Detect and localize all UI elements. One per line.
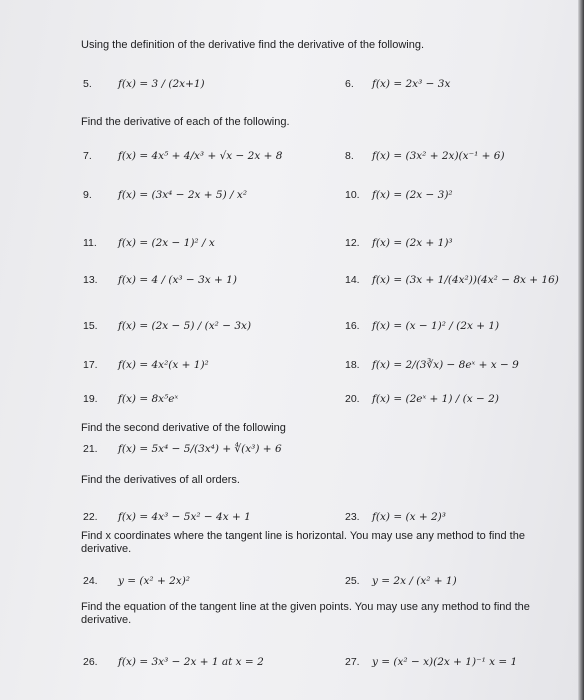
problem-number: 14.	[345, 274, 360, 286]
math-expression: f(x) = (2x − 3)²	[372, 189, 453, 201]
instruction-second: Find the second derivative of the following	[81, 422, 286, 434]
instruction-all-orders: Find the derivatives of all orders.	[81, 474, 240, 486]
problem-number: 7.	[83, 150, 92, 162]
math-expression: f(x) = 4x³ − 5x² − 4x + 1	[118, 511, 251, 523]
math-expression: f(x) = (2eˣ + 1) / (x − 2)	[372, 393, 499, 405]
page-edge-shadow	[578, 0, 584, 700]
math-expression: f(x) = 2x³ − 3x	[372, 78, 451, 90]
math-expression: f(x) = 8x⁵eˣ	[118, 393, 179, 405]
problem-number: 23.	[345, 511, 360, 523]
problem-number: 15.	[83, 320, 98, 332]
math-expression: f(x) = 3 / (2x+1)	[118, 78, 205, 90]
math-expression: f(x) = (3x⁴ − 2x + 5) / x²	[118, 189, 248, 201]
problem-number: 5.	[83, 78, 92, 90]
problem-number: 21.	[83, 443, 98, 455]
math-expression: y = (x² − x)(2x + 1)⁻¹ x = 1	[372, 656, 518, 668]
instruction-each: Find the derivative of each of the following.	[81, 116, 290, 128]
problem-number: 20.	[345, 393, 360, 405]
math-expression: y = 2x / (x² + 1)	[372, 575, 457, 587]
problem-number: 27.	[345, 656, 360, 668]
instruction-horizontal-tangent: Find x coordinates where the tangent line is horizontal. You may use any method to find the derivative.	[81, 530, 525, 555]
math-expression: f(x) = (x − 1)² / (2x + 1)	[372, 320, 500, 332]
math-expression: f(x) = 4x⁵ + 4/x³ + √x − 2x + 8	[118, 150, 283, 162]
problem-number: 9.	[83, 189, 92, 201]
instruction-tangent-line: Find the equation of the tangent line at the given points. You may use any method to find the derivative.	[81, 601, 530, 626]
problem-number: 26.	[83, 656, 98, 668]
problem-number: 16.	[345, 320, 360, 332]
problem-number: 8.	[345, 150, 354, 162]
math-expression: f(x) = 2/(3∛x) − 8eˣ + x − 9	[372, 359, 519, 371]
problem-number: 17.	[83, 359, 98, 371]
math-expression: f(x) = (2x − 5) / (x² − 3x)	[118, 320, 252, 332]
instruction-definition: Using the definition of the derivative find the derivative of the following.	[81, 39, 425, 51]
math-expression: f(x) = (2x − 1)² / x	[118, 237, 215, 249]
problem-number: 11.	[83, 237, 97, 249]
problem-number: 19.	[83, 393, 98, 405]
problem-number: 12.	[345, 237, 360, 249]
problem-number: 13.	[83, 274, 98, 286]
problem-number: 18.	[345, 359, 360, 371]
problem-number: 6.	[345, 78, 354, 90]
problem-number: 24.	[83, 575, 98, 587]
math-expression: f(x) = (3x² + 2x)(x⁻¹ + 6)	[372, 150, 505, 162]
math-expression: y = (x² + 2x)²	[118, 575, 191, 587]
math-expression: f(x) = (x + 2)³	[372, 511, 446, 523]
math-expression: f(x) = 5x⁴ − 5/(3x⁴) + ∜(x³) + 6	[118, 443, 282, 455]
math-expression: f(x) = 4 / (x³ − 3x + 1)	[118, 274, 237, 286]
math-expression: f(x) = (2x + 1)³	[372, 237, 453, 249]
problem-number: 22.	[83, 511, 98, 523]
problem-number: 10.	[345, 189, 360, 201]
problem-number: 25.	[345, 575, 360, 587]
math-expression: f(x) = 4x²(x + 1)²	[118, 359, 209, 371]
math-expression: f(x) = (3x + 1/(4x²))(4x² − 8x + 16)	[372, 274, 559, 286]
math-expression: f(x) = 3x³ − 2x + 1 at x = 2	[118, 656, 264, 668]
